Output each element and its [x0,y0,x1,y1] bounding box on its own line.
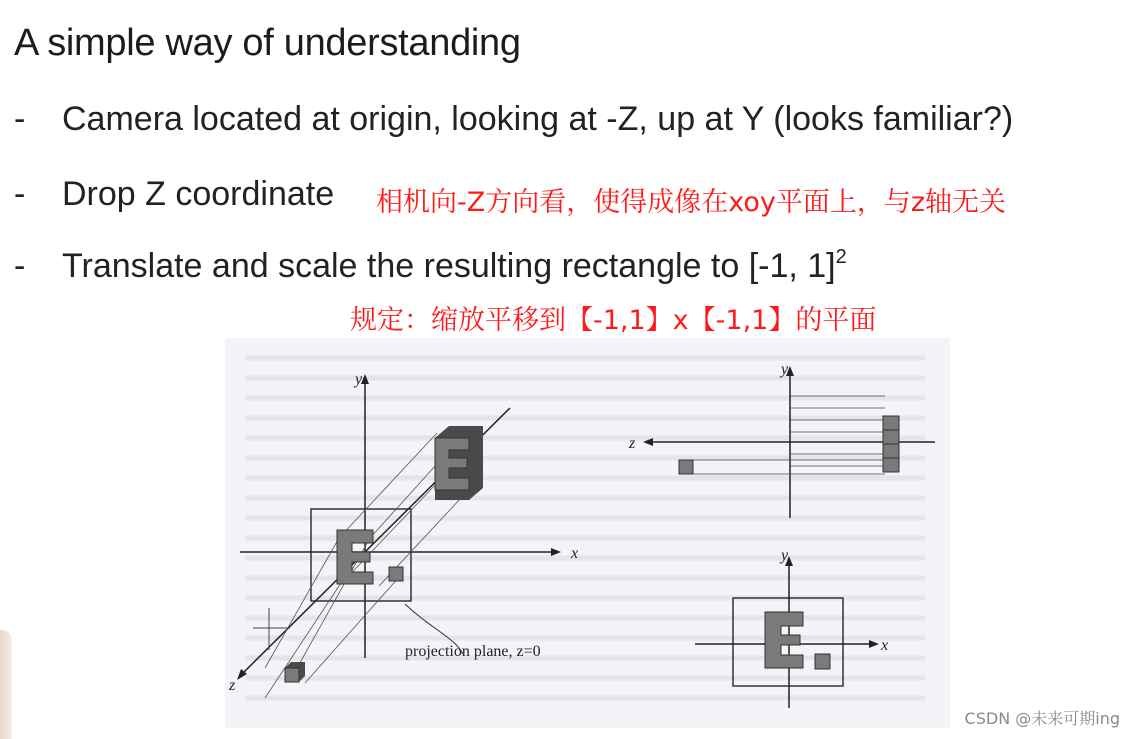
front-y-label: y [781,547,789,564]
bullet-text: Drop Z coordinate [62,175,335,213]
bullet-dash: - [14,247,26,285]
bullet-dash: - [14,175,26,213]
front-small-cube [815,654,830,669]
projected-small-cube [389,567,403,581]
near-small-cube [285,662,305,682]
side-z-label: z [629,435,636,452]
side-y-label: y [781,361,789,378]
side-small-cube [679,460,693,474]
bullet-text: Translate and scale the resulting rectangle to [-1, 1] [62,247,836,285]
note-normalize: 规定：缩放平移到【-1,1】x【-1,1】的平面 [350,305,877,336]
x-axis-label: x [571,545,579,562]
csdn-watermark: CSDN @未来可期ing [964,709,1120,728]
front-letter-e [765,612,803,668]
bullet-translate-scale [14,246,847,286]
bullet-dash: - [14,100,26,138]
bullet-text: Camera located at origin, looking at -Z, up at Y (looks familiar?) [62,100,1014,138]
front-x-label: x [881,637,889,654]
presenter-hand-edge [0,630,12,739]
bullet-drop-z [14,175,334,214]
note-camera-direction: 相机向-Z方向看，使得成像在xoy平面上，与z轴无关 [376,187,1007,218]
orthographic-projection-figure [225,338,950,728]
z-axis-label: z [229,677,236,694]
bullet-camera [14,100,1013,139]
projection-plane-label: projection plane, z=0 [405,643,541,660]
superscript: 2 [835,246,847,268]
3d-letter-e [435,426,483,500]
slide-title: A simple way of understanding [14,22,521,64]
y-axis-label: y [355,371,363,388]
